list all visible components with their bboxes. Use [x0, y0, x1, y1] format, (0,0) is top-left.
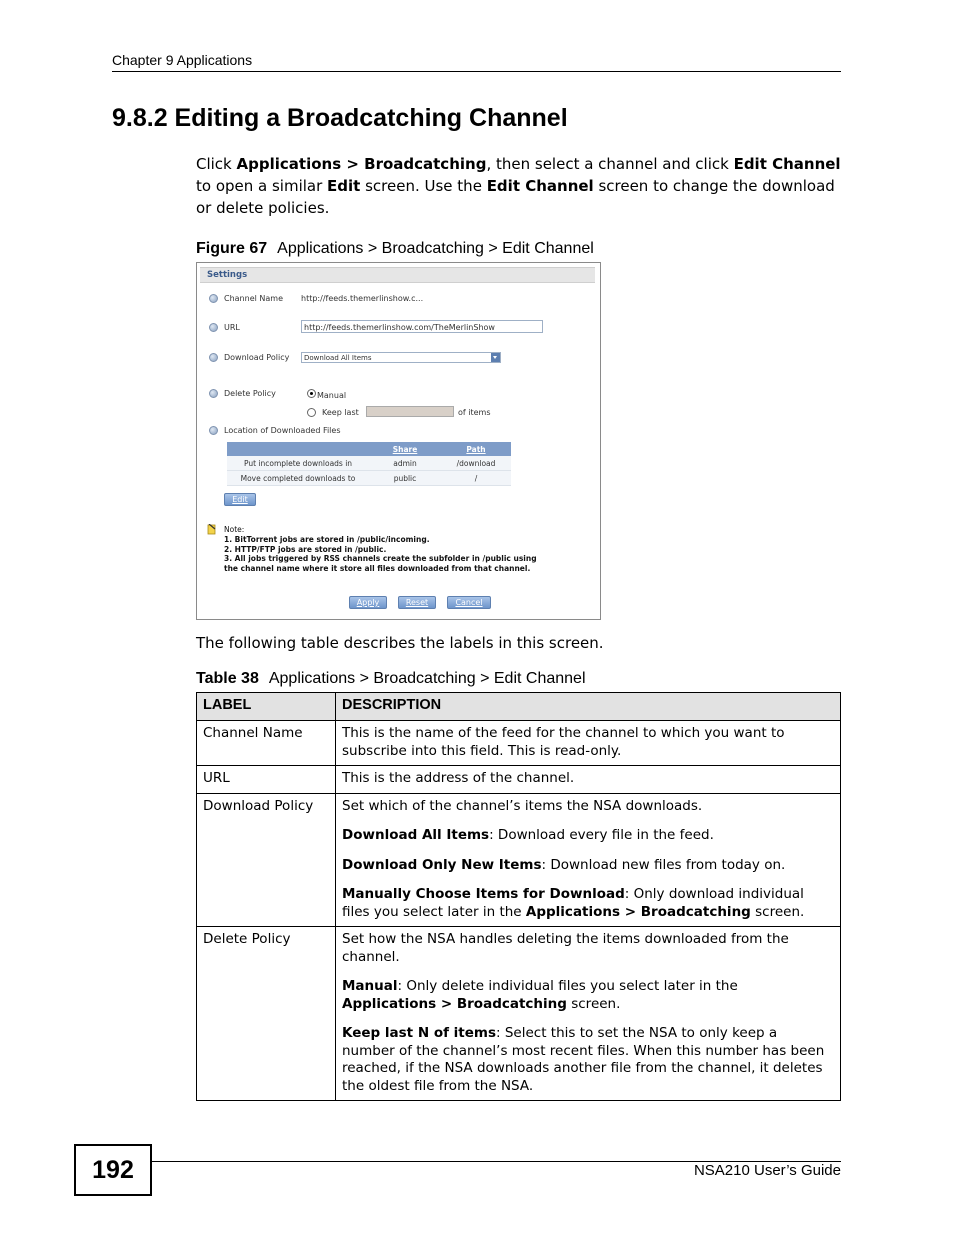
location-table — [227, 442, 511, 486]
table-row: Put incomplete downloads in admin /download — [227, 456, 511, 471]
table-row: URL This is the address of the channel. — [197, 766, 841, 794]
bullet-icon — [209, 389, 218, 398]
settings-header: Settings — [200, 267, 595, 283]
bullet-icon — [209, 426, 218, 435]
chevron-down-icon — [491, 353, 500, 362]
manual-radio[interactable] — [307, 389, 316, 398]
section-title: 9.8.2 Editing a Broadcatching Channel — [112, 104, 568, 132]
share-column-header[interactable]: Share — [369, 442, 441, 456]
delete-policy-label: Delete Policy — [224, 389, 276, 398]
bullet-icon — [209, 294, 218, 303]
path-column-header[interactable]: Path — [441, 442, 511, 456]
header-rule — [112, 71, 841, 72]
keep-last-input[interactable] — [366, 406, 454, 417]
table-row: Download Policy Set which of the channel’s items the NSA downloads. Download All Items: Download every file in the feed. Download Only New Items: Download new files from today on. Manually Choose Items for Download: Only download individual files you select later in the Applications > Broadcatching screen. — [197, 793, 841, 927]
reset-button[interactable]: Reset — [398, 596, 436, 609]
page-number: 192 — [74, 1144, 152, 1196]
manual-label: Manual — [317, 391, 347, 400]
of-items-label: of items — [458, 408, 491, 417]
table-row: Channel Name This is the name of the feed for the channel to which you want to subscribe into this field. This is read-only. — [197, 721, 841, 766]
url-input[interactable]: http://feeds.themerlinshow.com/TheMerlinShow — [301, 320, 543, 333]
edit-button[interactable]: Edit — [224, 493, 256, 506]
labels-table — [196, 692, 841, 1101]
label-column-header: LABEL — [197, 693, 336, 721]
keep-last-label: Keep last — [322, 408, 359, 417]
apply-button[interactable]: Apply — [349, 596, 387, 609]
cancel-button[interactable]: Cancel — [447, 596, 491, 609]
table-header-row — [197, 693, 841, 721]
download-policy-label: Download Policy — [224, 353, 290, 362]
download-policy-select[interactable]: Download All Items — [301, 352, 501, 363]
edit-channel-screenshot — [196, 262, 601, 620]
intro-paragraph: Click Applications > Broadcatching, then select a channel and click Edit Channel to open a similar Edit screen. Use the Edit Channel screen to change the download or delete policies. — [196, 155, 841, 217]
location-label: Location of Downloaded Files — [224, 426, 341, 435]
figure-caption: Figure 67 Applications > Broadcatching > Edit Channel — [196, 240, 594, 257]
following-text: The following table describes the labels in this screen. — [196, 634, 604, 652]
description-column-header: DESCRIPTION — [336, 693, 841, 721]
table-row: Move completed downloads to public / — [227, 471, 511, 486]
table-row: Delete Policy Set how the NSA handles deleting the items downloaded from the channel. Manual: Only delete individual files you select later in the Applications > Broadcatching screen. Keep last N of items: Select this to set the NSA to only keep a number of the channel’s most recent files. When this number has been reached, if the NSA downloads another file from the channel, it deletes the oldest file from the NSA. — [197, 927, 841, 1101]
channel-name-value: http://feeds.themerlinshow.c... — [301, 294, 424, 303]
channel-name-label: Channel Name — [224, 294, 283, 303]
table-caption: Table 38 Applications > Broadcatching > Edit Channel — [196, 670, 586, 687]
url-label: URL — [224, 323, 240, 332]
keep-last-radio[interactable] — [307, 408, 316, 417]
note-icon — [207, 524, 217, 535]
guide-title: NSA210 User’s Guide — [693, 1162, 841, 1179]
bullet-icon — [209, 323, 218, 332]
bullet-icon — [209, 353, 218, 362]
chapter-header: Chapter 9 Applications — [112, 52, 253, 68]
note-text: Note: 1. BitTorrent jobs are stored in /public/incoming. 2. HTTP/FTP jobs are stored in /public. 3. All jobs triggered by RSS channels create the subfolder in /public using the channel name where it store all files downloaded from that channel. — [224, 525, 537, 574]
location-header-blank — [227, 442, 369, 456]
